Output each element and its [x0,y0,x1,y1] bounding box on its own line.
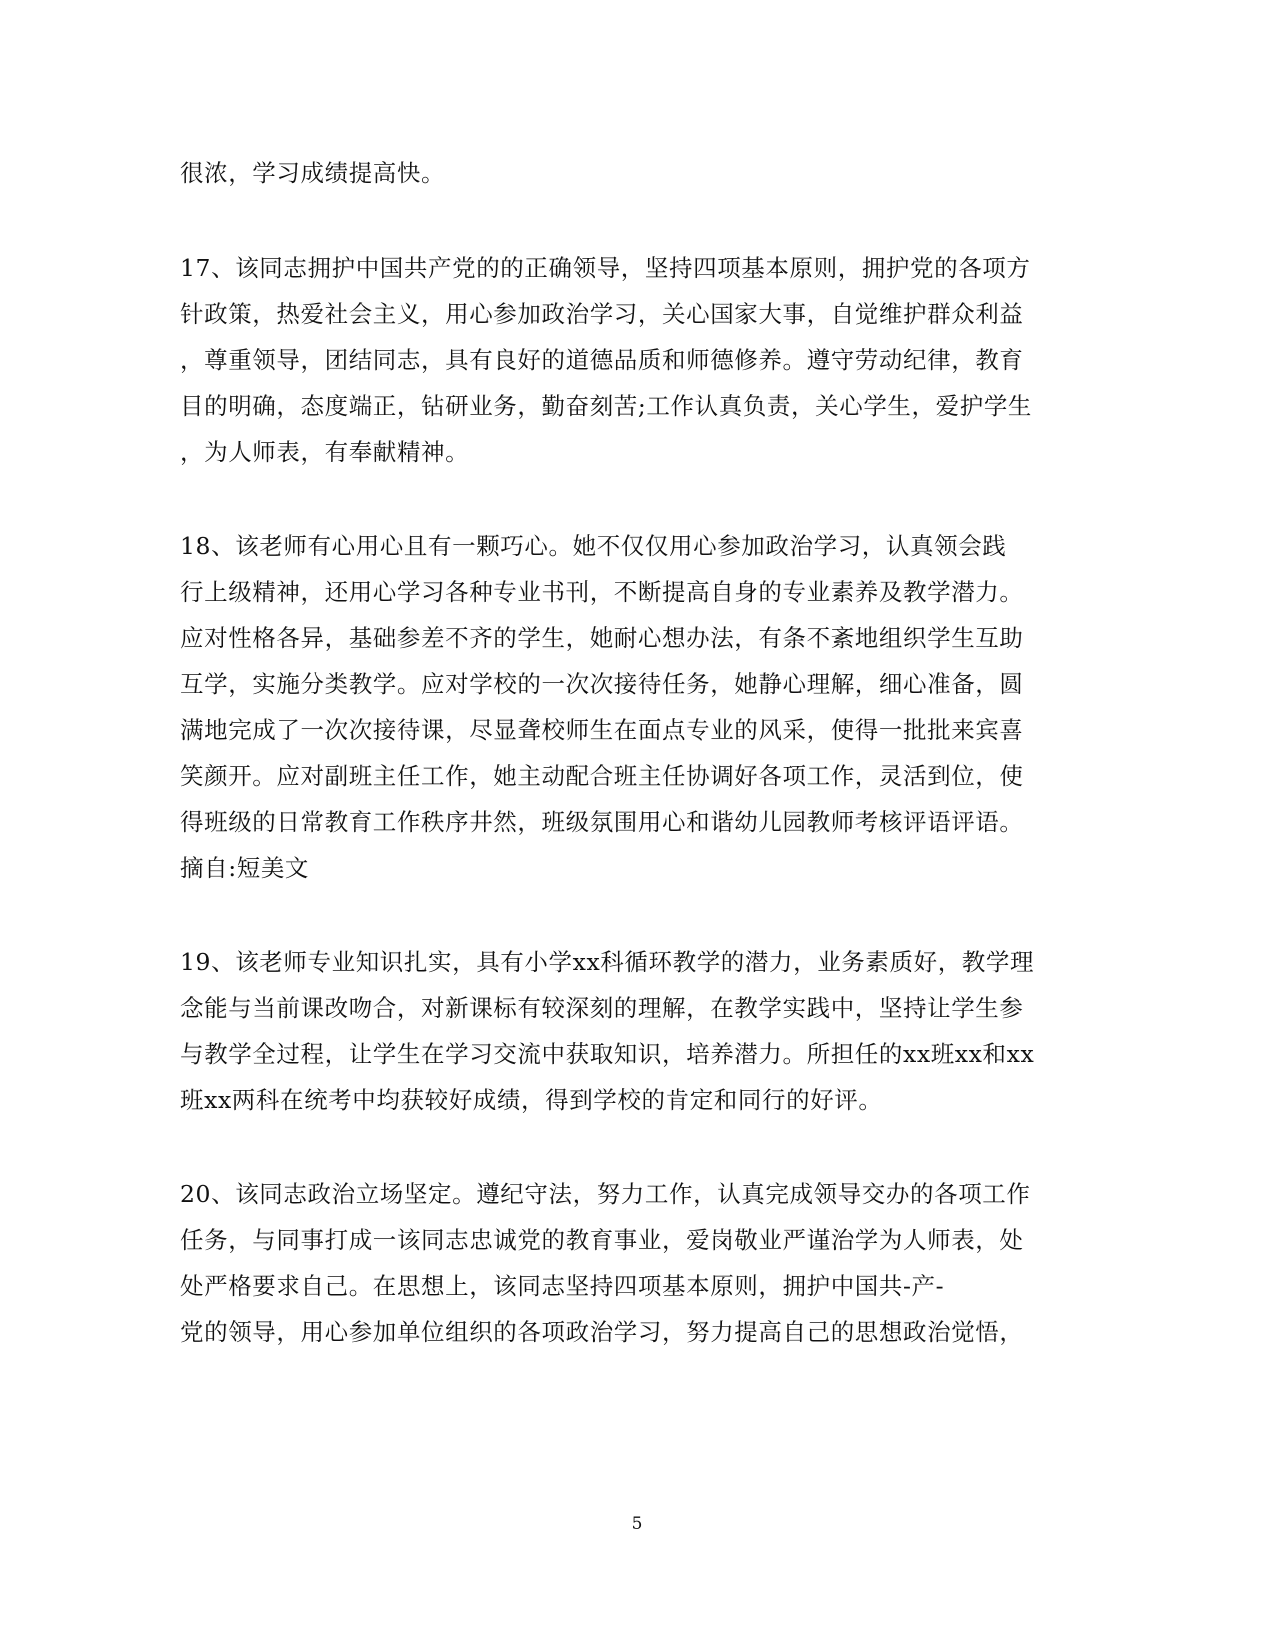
text-line: 针政策，热爱社会主义，用心参加政治学习，关心国家大事，自觉维护群众利益 [180,300,1024,328]
text-line: 17、该同志拥护中国共产党的的正确领导，坚持四项基本原则，拥护党的各项方 [180,254,1031,282]
text-line: 得班级的日常教育工作秩序井然，班级氛围用心和谐幼儿园教师考核评语评语。 [180,808,1024,836]
text-line: 20、该同志政治立场坚定。遵纪守法，努力工作，认真完成领导交办的各项工作 [180,1180,1031,1208]
text-line: 应对性格各异，基础参差不齐的学生，她耐心想办法，有条不紊地组织学生互助 [180,624,1024,652]
text-line: 处严格要求自己。在思想上，该同志坚持四项基本原则，拥护中国共-产- [180,1272,945,1300]
text-line: 笑颜开。应对副班主任工作，她主动配合班主任协调好各项工作，灵活到位，使 [180,762,1024,790]
text-line: 满地完成了一次次接待课，尽显聋校师生在面点专业的风采，使得一批批来宾喜 [180,716,1024,744]
text-line: 摘自:短美文 [180,854,310,882]
text-line: 目的明确，态度端正，钻研业务，勤奋刻苦;工作认真负责，关心学生，爱护学生 [180,392,1033,420]
text-line: 班xx两科在统考中均获较好成绩，得到学校的肯定和同行的好评。 [180,1086,883,1114]
text-line: 念能与当前课改吻合，对新课标有较深刻的理解，在教学实践中，坚持让学生参 [180,994,1024,1022]
text-line: 任务，与同事打成一该同志忠诚党的教育事业，爱岗敬业严谨治学为人师表，处 [180,1226,1024,1254]
text-line: 行上级精神，还用心学习各种专业书刊，不断提高自身的专业素养及教学潜力。 [180,578,1024,606]
page-number: 5 [631,1514,643,1534]
text-line: ，尊重领导，团结同志，具有良好的道德品质和师德修养。遵守劳动纪律，教育 [180,346,1024,374]
text-line: 19、该老师专业知识扎实，具有小学xx科循环教学的潜力，业务素质好，教学理 [180,948,1035,976]
text-line: 很浓，学习成绩提高快。 [180,159,446,187]
text-line: 党的领导，用心参加单位组织的各项政治学习，努力提高自己的思想政治觉悟， [180,1318,1024,1346]
text-line: 互学，实施分类教学。应对学校的一次次接待任务，她静心理解，细心准备，圆 [180,670,1024,698]
text-line: 与教学全过程，让学生在学习交流中获取知识，培养潜力。所担任的xx班xx和xx [180,1040,1035,1068]
text-line: ，为人师表，有奉献精神。 [180,438,470,466]
text-line: 18、该老师有心用心且有一颗巧心。她不仅仅用心参加政治学习，认真领会践 [180,532,1007,560]
